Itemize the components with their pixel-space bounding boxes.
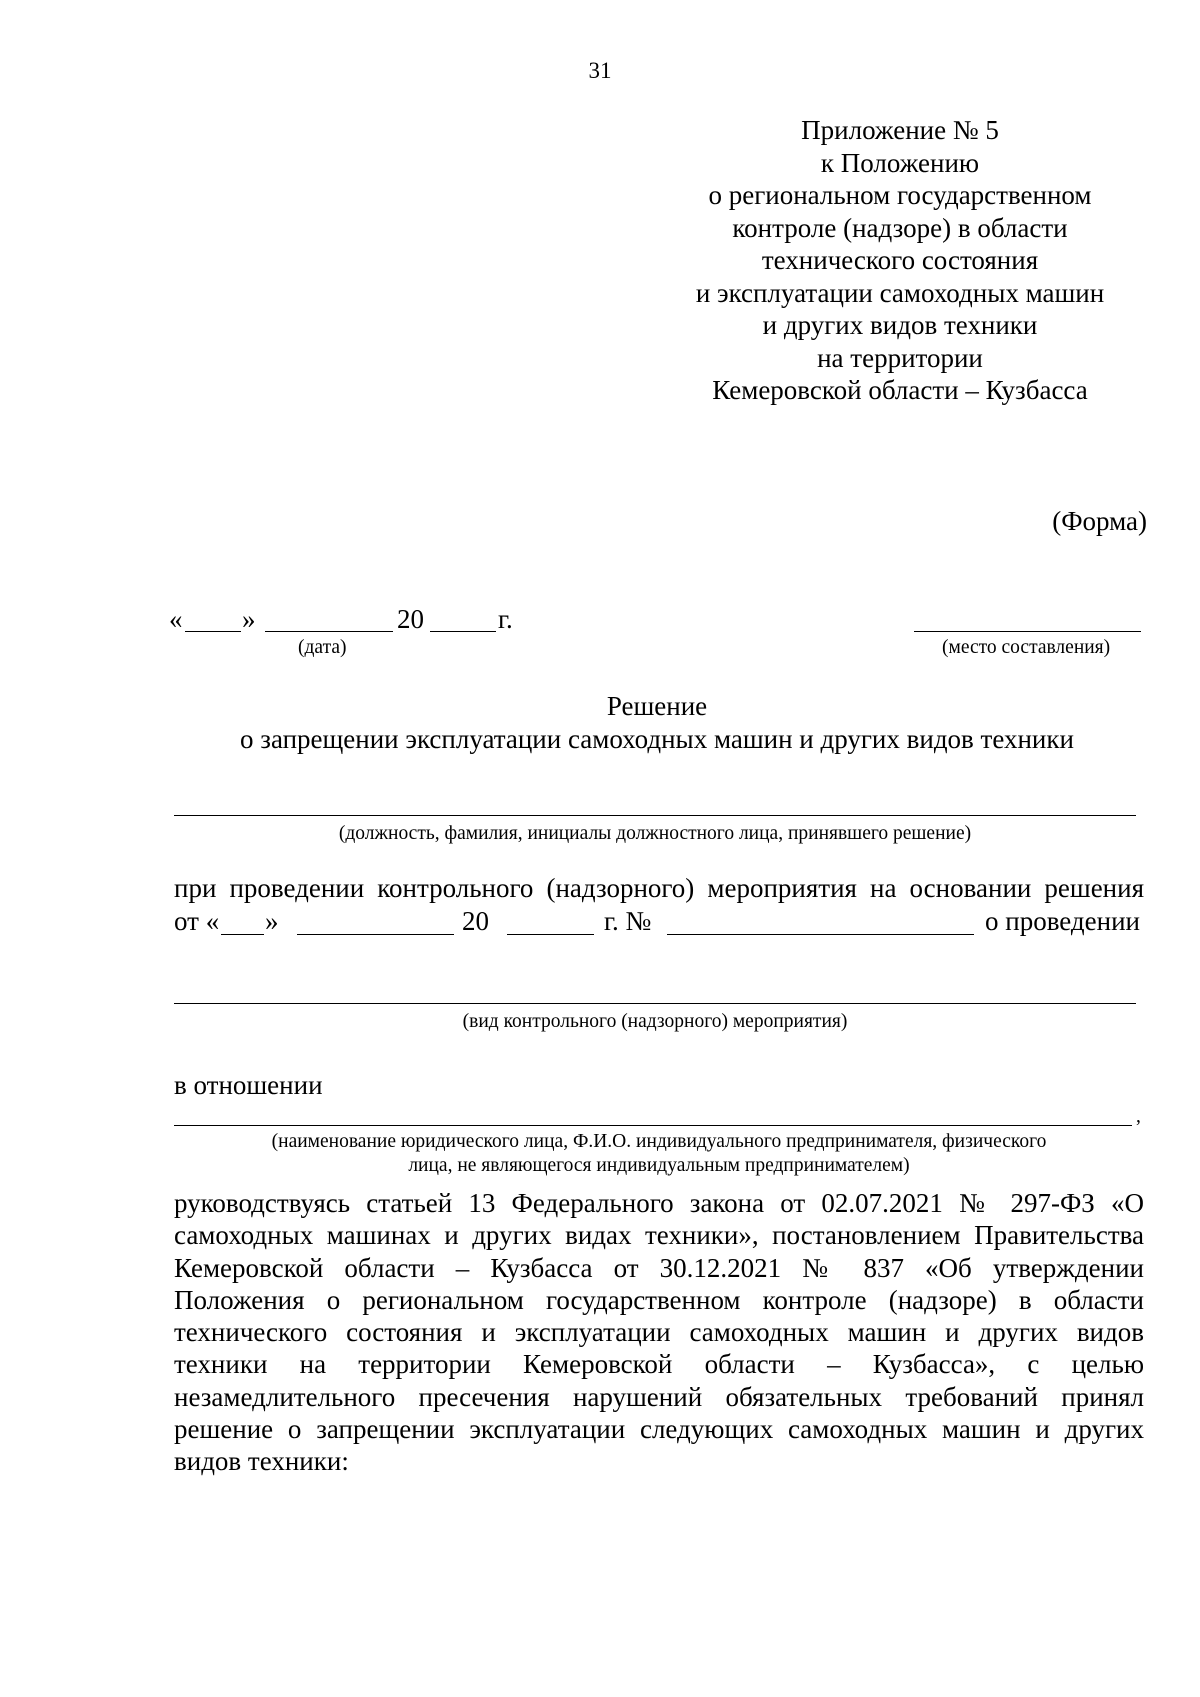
subject-blank[interactable] xyxy=(174,1125,1132,1126)
body-paragraph xyxy=(174,1187,1144,1478)
basis-year-prefix: 20 xyxy=(462,906,489,936)
body-line: Положения о региональном государственном контроле (надзоре) в области xyxy=(174,1284,1144,1315)
basis-number-label: г. № xyxy=(604,906,652,936)
basis-number-blank[interactable] xyxy=(667,934,974,935)
place-caption: (место составления) xyxy=(942,637,1111,658)
place-blank[interactable] xyxy=(914,631,1141,632)
appendix-line: Кемеровской области – Кузбасса xyxy=(712,375,1088,405)
date-year-prefix: 20 xyxy=(397,604,424,634)
basis-about-label: о проведении xyxy=(985,906,1140,936)
regarding-label: в отношении xyxy=(174,1070,323,1100)
body-line: техники на территории Кемеровской области – Кузбасса», с целью xyxy=(174,1349,1144,1380)
basis-line1: при проведении контрольного (надзорного) мероприятия на основании решения xyxy=(174,873,1144,903)
appendix-line: технического состояния xyxy=(761,245,1039,275)
subject-comma: , xyxy=(1136,1106,1141,1127)
body-line: самоходных машинах и других видах техники», постановлением Правительства xyxy=(174,1220,1144,1251)
appendix-line: о региональном государственном xyxy=(708,180,1092,210)
body-line: технического состояния и эксплуатации самоходных машин и других видов xyxy=(174,1317,1144,1348)
body-line: решение о запрещении эксплуатации следующих самоходных машин и других xyxy=(174,1414,1144,1445)
subject-caption-line2: лица, не являющегося индивидуальным предпринимателем) xyxy=(408,1155,910,1176)
decision-title-line1: Решение xyxy=(606,691,708,721)
date-month-blank[interactable] xyxy=(265,631,393,632)
date-year-blank[interactable] xyxy=(430,631,496,632)
date-close-quote: » xyxy=(242,604,256,634)
decision-title-line2: о запрещении эксплуатации самоходных машин и других видов техники xyxy=(240,724,1074,754)
appendix-line: и эксплуатации самоходных машин xyxy=(695,277,1105,308)
form-label: (Форма) xyxy=(1052,506,1147,536)
subject-caption-line1: (наименование юридического лица, Ф.И.О. индивидуального предпринимателя, физического xyxy=(271,1131,1047,1152)
basis-day-blank[interactable] xyxy=(221,934,264,935)
appendix-line: контроле (надзоре) в области xyxy=(732,212,1068,243)
decision-title xyxy=(0,690,1200,756)
appendix-line: на территории xyxy=(817,342,983,373)
basis-from-label: от « xyxy=(174,906,220,936)
basis-close-quote: » xyxy=(265,906,279,936)
basis-month-blank[interactable] xyxy=(297,934,454,935)
body-line: руководствуясь статьей 13 Федерального закона от 02.07.2021 № 297-ФЗ «О xyxy=(174,1188,1144,1218)
official-caption: (должность, фамилия, инициалы должностного лица, принявшего решение) xyxy=(338,823,972,844)
basis-year-blank[interactable] xyxy=(507,934,594,935)
appendix-line: и других видов техники xyxy=(762,310,1038,340)
event-kind-blank[interactable] xyxy=(174,1003,1136,1004)
body-last-line: видов техники: xyxy=(174,1446,349,1477)
subject-caption xyxy=(174,1130,1144,1178)
date-caption: (дата) xyxy=(298,637,347,658)
event-caption: (вид контрольного (надзорного) мероприятия) xyxy=(462,1011,848,1032)
body-line: Кемеровской области – Кузбасса от 30.12.2021 № 837 «Об утверждении xyxy=(174,1252,1144,1283)
official-blank[interactable] xyxy=(174,815,1136,816)
body-line: незамедлительного пресечения нарушений обязательных требований принял xyxy=(174,1381,1144,1412)
date-open-quote: « xyxy=(169,604,183,634)
appendix-header xyxy=(660,114,1140,407)
date-year-suffix: г. xyxy=(498,604,513,634)
appendix-line: к Положению xyxy=(820,147,980,178)
page-number: 31 xyxy=(588,58,612,83)
appendix-line: Приложение № 5 xyxy=(801,115,999,145)
date-day-blank[interactable] xyxy=(185,631,241,632)
